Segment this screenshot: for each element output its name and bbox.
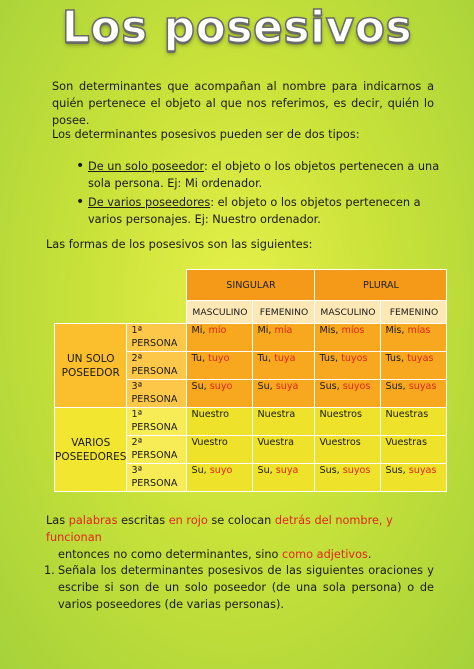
- table-cell: Sus, suyos: [315, 464, 381, 492]
- exercise-number: 1.: [44, 564, 55, 577]
- table-cell: Sus, suyos: [315, 380, 381, 408]
- table-cell: Tus, tuyos: [315, 352, 381, 380]
- red-words-note: Las palabras escritas en rojo se colocan detrás del nombre, y funcionan entonces no como determinantes, sino como adjetivos.: [46, 514, 393, 561]
- persona-label: 2ª PERSONA: [127, 352, 187, 380]
- persona-label: 3ª PERSONA: [127, 380, 187, 408]
- page-title: Los posesivos: [61, 2, 413, 53]
- table-cell: Su, suyo: [187, 464, 253, 492]
- table-cell: Tu, tuyo: [187, 352, 253, 380]
- table-cell: Sus, suyas: [381, 380, 447, 408]
- table-cell: Tu, tuya: [253, 352, 315, 380]
- table-cell: Mi, mía: [253, 324, 315, 352]
- table-cell: Vuestras: [381, 436, 447, 464]
- persona-label: 1ª PERSONA: [127, 324, 187, 352]
- table-cell: Nuestro: [187, 408, 253, 436]
- persona-label: 3ª PERSONA: [127, 464, 187, 492]
- table-cell: Nuestra: [253, 408, 315, 436]
- type-desc: : el objeto o los objetos pertenecen a una sola persona. Ej: Mi ordenador.: [88, 160, 440, 190]
- table-cell: Vuestro: [187, 436, 253, 464]
- table-cell: Vuestros: [315, 436, 381, 464]
- type-desc: : el objeto o los objetos pertenecen a varios personajes. Ej: Nuestro ordenador.: [88, 196, 421, 226]
- group-label: VARIOS POSEEDORES: [55, 408, 127, 492]
- list-item: [76, 158, 444, 192]
- header-plural: PLURAL: [315, 270, 447, 301]
- type-term: De un solo poseedor: [88, 160, 204, 173]
- table-cell: Sus, suyas: [381, 464, 447, 492]
- subheader-femenino: FEMENINO: [381, 301, 447, 324]
- subheader-masculino: MASCULINO: [187, 301, 253, 324]
- table-cell: Nuestras: [381, 408, 447, 436]
- table-corner: [55, 270, 187, 324]
- list-item: [76, 194, 444, 228]
- table-cell: Mi, mío: [187, 324, 253, 352]
- table-cell: Tus, tuyas: [381, 352, 447, 380]
- types-intro: Los determinantes posesivos pueden ser de dos tipos:: [52, 128, 360, 141]
- exercise-text: Señala los determinantes posesivos de las siguientes oraciones y escribe si son de un solo poseedor (de una sola persona) o de varios poseedores (de varias personas).: [58, 564, 434, 611]
- persona-label: 2ª PERSONA: [127, 436, 187, 464]
- table-row: [55, 324, 447, 352]
- table-cell: Vuestra: [253, 436, 315, 464]
- persona-label: 1ª PERSONA: [127, 408, 187, 436]
- table-cell: Su, suya: [253, 464, 315, 492]
- intro-paragraph: Son determinantes que acompañan al nombre para indicarnos a quién pertenece el objeto al que nos referimos, es decir, quién lo posee.: [52, 80, 434, 127]
- exercise-1: [44, 562, 434, 613]
- types-list: [76, 158, 444, 230]
- header-singular: SINGULAR: [187, 270, 315, 301]
- group-label: UN SOLO POSEEDOR: [55, 324, 127, 408]
- table-cell: Mis, mías: [381, 324, 447, 352]
- subheader-femenino: FEMENINO: [253, 301, 315, 324]
- subheader-masculino: MASCULINO: [315, 301, 381, 324]
- table-row: [55, 408, 447, 436]
- table-cell: Su, suyo: [187, 380, 253, 408]
- table-cell: Su, suya: [253, 380, 315, 408]
- possessives-table: [54, 269, 447, 492]
- table-cell: Mis, míos: [315, 324, 381, 352]
- table-cell: Nuestros: [315, 408, 381, 436]
- type-term: De varios poseedores: [88, 196, 211, 209]
- forms-intro: Las formas de los posesivos son las siguientes:: [46, 238, 313, 251]
